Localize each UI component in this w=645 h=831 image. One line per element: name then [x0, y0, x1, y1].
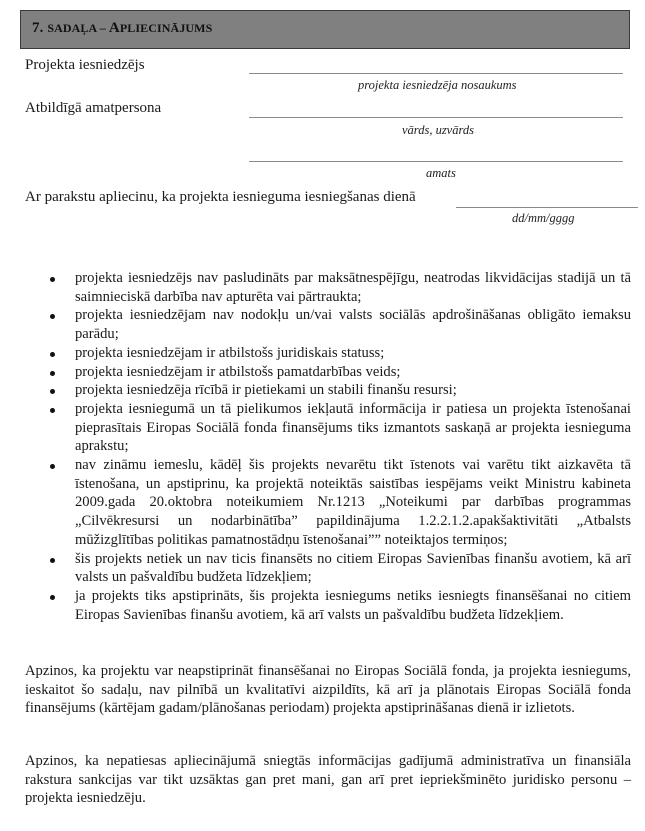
- declaration-item: projekta iesniedzējam ir atbilstošs juridiskais statuss;: [48, 344, 631, 363]
- official-name-caption: vārds, uzvārds: [402, 123, 474, 137]
- declaration-item: ja projekts tiks apstiprināts, šis projekta iesniegums netiks iesniegts finansēšanai no citiem Eiropas Savienības finanšu avotiem, kā arī valsts un pašvaldību budžeta līdzekļiem.: [48, 587, 631, 624]
- section-title-prefix: SADAĻA –: [47, 21, 109, 35]
- applicant-signature-line[interactable]: [249, 73, 623, 74]
- declaration-item: šis projekts netiek un nav ticis finansēts no citiem Eiropas Savienības finanšu avotiem, kā arī valsts un pašvaldību budžeta līdzekļiem;: [48, 550, 631, 587]
- bullet-icon: [50, 352, 55, 357]
- bullet-icon: [50, 389, 55, 394]
- official-position-line[interactable]: [249, 161, 623, 162]
- declaration-item: projekta iesniedzējs nav pasludināts par maksātnespējīgu, neatrodas likvidācijas stadijā un tā saimnieciskā darbība nav apturēta vai pārtraukta;: [48, 269, 631, 306]
- section-title-initial: A: [108, 20, 120, 36]
- applicant-label: Projekta iesniedzējs: [25, 57, 145, 73]
- date-line[interactable]: [456, 207, 638, 208]
- declaration-item: projekta iesniegumā un tā pielikumos iekļautā informācija ir patiesa un projekta īstenošanai pieprasītais Eiropas Sociālā fonda finansējums tiks izmantots saskaņā ar projekta iesnieguma aprakstu;: [48, 400, 631, 456]
- applicant-caption: projekta iesniedzēja nosaukums: [358, 78, 517, 92]
- section-header: [20, 10, 630, 49]
- declaration-item: nav zināmu iemeslu, kādēļ šis projekts nevarētu tikt īstenots vai varētu tikt aizkavēta tā īstenošana, un apstiprinu, ka projektā noteiktās saistības iespējams veikt Ministru kabineta 2009.gada 20.oktobra noteikumiem Nr.1213 „Noteikumi par darbības programmas „Cilvēkresursi un nodarbinātība” papildinājuma 1.2.2.1.2.apakšaktivitāti „Atbalsts mūžizglītības politikas pamatnostādņu īstenošanai”” noteiktajos termiņos;: [48, 456, 631, 550]
- declaration-item: projekta iesniedzējam ir atbilstošs pamatdarbības veids;: [48, 363, 631, 382]
- date-caption: dd/mm/gggg: [512, 211, 575, 225]
- acknowledgement-paragraph-funding: Apzinos, ka projektu var neapstiprināt finansēšanai no Eiropas Sociālā fonda, ja projekta iesniegums, ieskaitot šo sadaļu, nav pilnībā un kvalitatīvi aizpildīts, kā arī ja plānotais Eiropas Sociālā fonda finansējums (kārtējam gadam/plānošanas periodam) projekta apstiprināšanas dienā ir izlietots.: [25, 663, 631, 717]
- section-title: [32, 20, 212, 37]
- official-position-caption: amats: [426, 166, 456, 180]
- declarations-list: [48, 269, 631, 624]
- bullet-icon: [50, 314, 55, 319]
- declaration-item: projekta iesniedzējam nav nodokļu un/vai valsts sociālās apdrošināšanas obligāto iemaksu parādu;: [48, 306, 631, 343]
- official-name-line[interactable]: [249, 117, 623, 118]
- date-label: Ar parakstu apliecinu, ka projekta iesnieguma iesniegšanas dienā: [25, 189, 416, 205]
- bullet-icon: [50, 464, 55, 469]
- official-label: Atbildīgā amatpersona: [25, 100, 162, 116]
- acknowledgement-paragraph-sanctions: Apzinos, ka nepatiesas apliecinājumā sniegtās informācijas gadījumā administratīva un finansiāla rakstura sankcijas var tikt uzsāktas gan pret mani, gan arī pret iepriekšminēto juridisko personu – projekta iesniedzēju.: [25, 753, 631, 807]
- section-number: 7.: [32, 20, 44, 36]
- bullet-icon: [50, 277, 55, 282]
- section-title-rest: PLIECINĀJUMS: [119, 21, 213, 35]
- bullet-icon: [50, 371, 55, 376]
- bullet-icon: [50, 408, 55, 413]
- declaration-item: projekta iesniedzēja rīcībā ir pietiekami un stabili finanšu resursi;: [48, 381, 631, 400]
- bullet-icon: [50, 558, 55, 563]
- bullet-icon: [50, 595, 55, 600]
